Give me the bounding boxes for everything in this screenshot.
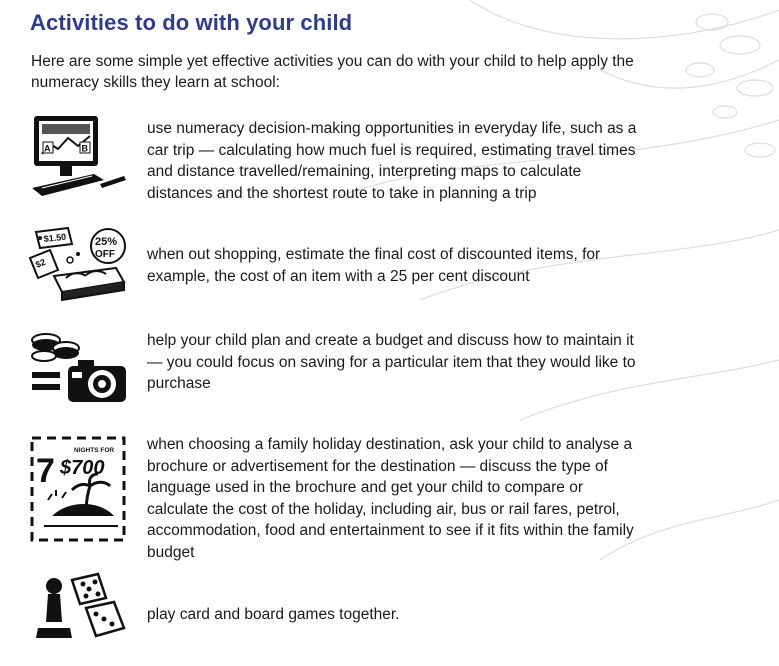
coins-equals-camera-icon [28, 326, 128, 408]
price-tag-label: $1.50 [43, 231, 67, 244]
holiday-voucher-icon [28, 434, 128, 544]
shopping-price-tags-icon [28, 224, 128, 304]
activity-text-holiday: when choosing a family holiday destination, ask your child to analyse a brochure or advertisement for the destination — discuss the type of language used in the brochure and get your child to compare or calculate the cost of the holiday, including air, bus or rail fares, petrol, accommodation, food and entertainment to see if it fits within the family budget [147, 436, 634, 561]
voucher-price-label: $700 [60, 457, 105, 479]
activity-text-shopping: when out shopping, estimate the final cost of discounted items, for example, the cost of an item with a 25 per cent discount [147, 246, 601, 285]
map-point-b-label: B [81, 143, 88, 154]
intro-paragraph: Here are some simple yet effective activities you can do with your child to help apply the numeracy skills they learn at school: [31, 53, 634, 91]
page-title: Activities to do with your child [30, 10, 353, 35]
price-tag-small-label: $2 [34, 256, 48, 270]
game-pieces-dice-icon [28, 568, 128, 648]
discount-off-label: OFF [95, 249, 115, 260]
map-point-a-label: A [44, 143, 51, 154]
voucher-nights-label: NIGHTS FOR [74, 447, 115, 454]
discount-percent-label: 25% [95, 236, 118, 248]
computer-map-icon [28, 114, 128, 206]
activity-text-games: play card and board games together. [147, 606, 400, 623]
activity-text-car-trip: use numeracy decision-making opportunities in everyday life, such as a car trip — calculating how much fuel is required, estimating travel times and distance travelled/remaining, interpreting maps to calculate distances and the shortest route to take in planning a trip [147, 120, 637, 202]
activity-text-budget: help your child plan and create a budget and discuss how to maintain it — you could focus on saving for a particular item that they would like to purchase [147, 332, 636, 392]
voucher-nights-number: 7 [36, 452, 55, 490]
